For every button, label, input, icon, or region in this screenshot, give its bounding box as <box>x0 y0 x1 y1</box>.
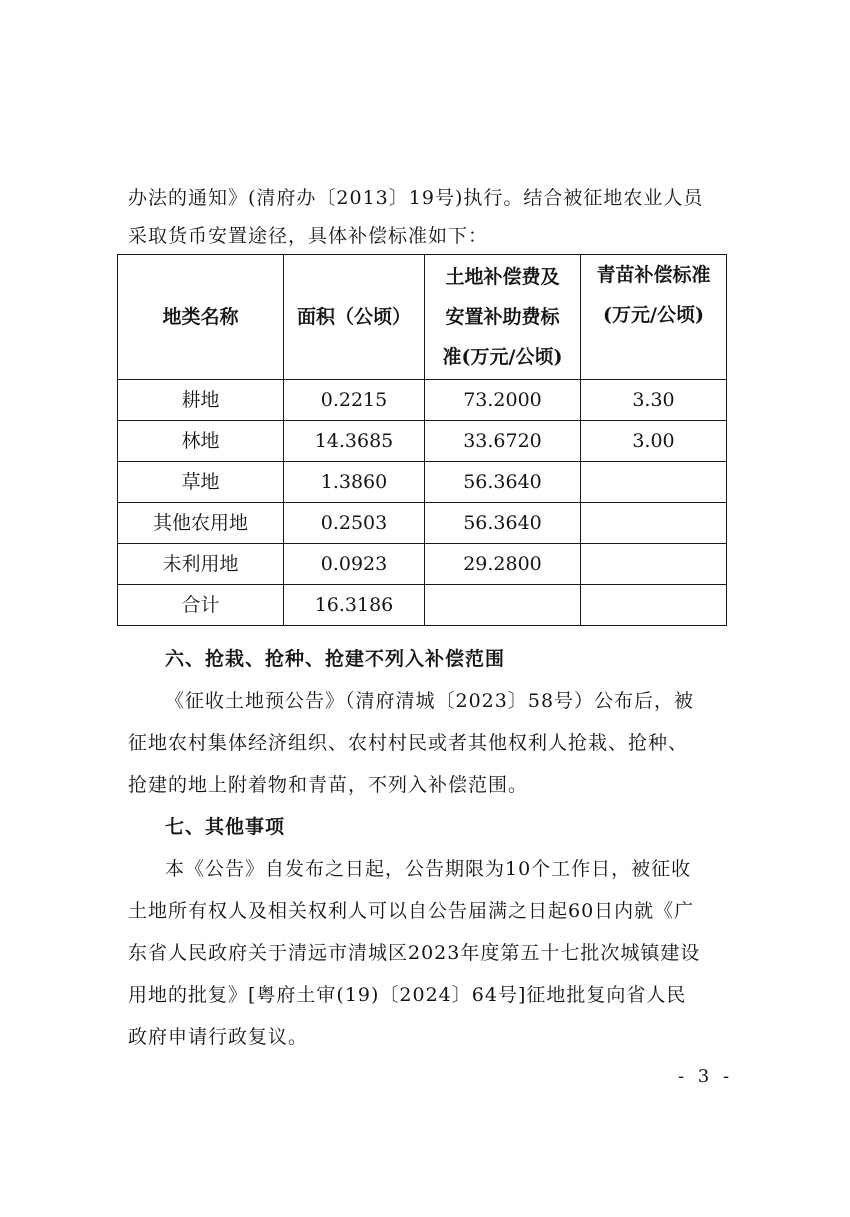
header-crop-compensation: 青苗补偿标准 (万元/公顷) <box>581 255 727 380</box>
header-land-type: 地类名称 <box>118 255 284 380</box>
cell-area: 1.3860 <box>284 462 425 503</box>
table-row <box>118 421 727 462</box>
cell-land-compensation <box>425 585 581 626</box>
cell-area: 14.3685 <box>284 421 425 462</box>
cell-land-type: 林地 <box>118 421 284 462</box>
table-row <box>118 380 727 421</box>
cell-land-type: 合计 <box>118 585 284 626</box>
cell-crop-compensation <box>581 544 727 585</box>
section6-paragraph-line-1: 《征收土地预公告》（清府清城〔2023〕58号）公布后，被 <box>165 690 695 712</box>
cell-land-type: 未利用地 <box>118 544 284 585</box>
page-number: - 3 - <box>678 1066 734 1087</box>
cell-area: 0.0923 <box>284 544 425 585</box>
section7-heading: 七、其他事项 <box>165 816 286 838</box>
table-row <box>118 544 727 585</box>
cell-land-compensation: 33.6720 <box>425 421 581 462</box>
cell-land-type: 其他农用地 <box>118 503 284 544</box>
cell-land-compensation: 56.3640 <box>425 462 581 503</box>
cell-area: 0.2215 <box>284 380 425 421</box>
section7-paragraph-line-2: 土地所有权人及相关权利人可以自公告届满之日起60日内就《广 <box>128 900 695 922</box>
cell-crop-compensation: 3.30 <box>581 380 727 421</box>
section7-paragraph-line-1: 本《公告》自发布之日起，公告期限为10个工作日，被征收 <box>165 858 692 880</box>
cell-area: 0.2503 <box>284 503 425 544</box>
compensation-table <box>117 254 727 626</box>
section6-paragraph-line-3: 抢建的地上附着物和青苗，不列入补偿范围。 <box>128 774 529 796</box>
cell-land-compensation: 29.2800 <box>425 544 581 585</box>
header-area: 面积（公顷） <box>284 255 425 380</box>
cell-land-type: 草地 <box>118 462 284 503</box>
cell-crop-compensation <box>581 462 727 503</box>
header-land-compensation: 土地补偿费及 安置补助费标 准(万元/公顷) <box>425 255 581 380</box>
intro-line-2: 采取货币安置途径，具体补偿标准如下： <box>128 225 489 247</box>
cell-land-compensation: 73.2000 <box>425 380 581 421</box>
section7-paragraph-line-4: 用地的批复》[粤府土审(19)〔2024〕64号]征地批复向省人民 <box>128 984 687 1006</box>
cell-area: 16.3186 <box>284 585 425 626</box>
cell-crop-compensation <box>581 503 727 544</box>
table-total-row <box>118 585 727 626</box>
table-row <box>118 462 727 503</box>
cell-crop-compensation: 3.00 <box>581 421 727 462</box>
section6-paragraph-line-2: 征地农村集体经济组织、农村村民或者其他权利人抢栽、抢种、 <box>128 732 689 754</box>
cell-crop-compensation <box>581 585 727 626</box>
intro-line-1: 办法的通知》(清府办〔2013〕19号)执行。结合被征地农业人员 <box>128 187 704 209</box>
section7-paragraph-line-3: 东省人民政府关于清远市清城区2023年度第五十七批次城镇建设 <box>128 942 701 964</box>
section7-paragraph-line-5: 政府申请行政复议。 <box>128 1026 309 1048</box>
cell-land-type: 耕地 <box>118 380 284 421</box>
table-row <box>118 503 727 544</box>
table-header-row <box>118 255 727 380</box>
section6-heading: 六、抢栽、抢种、抢建不列入补偿范围 <box>165 648 506 670</box>
cell-land-compensation: 56.3640 <box>425 503 581 544</box>
